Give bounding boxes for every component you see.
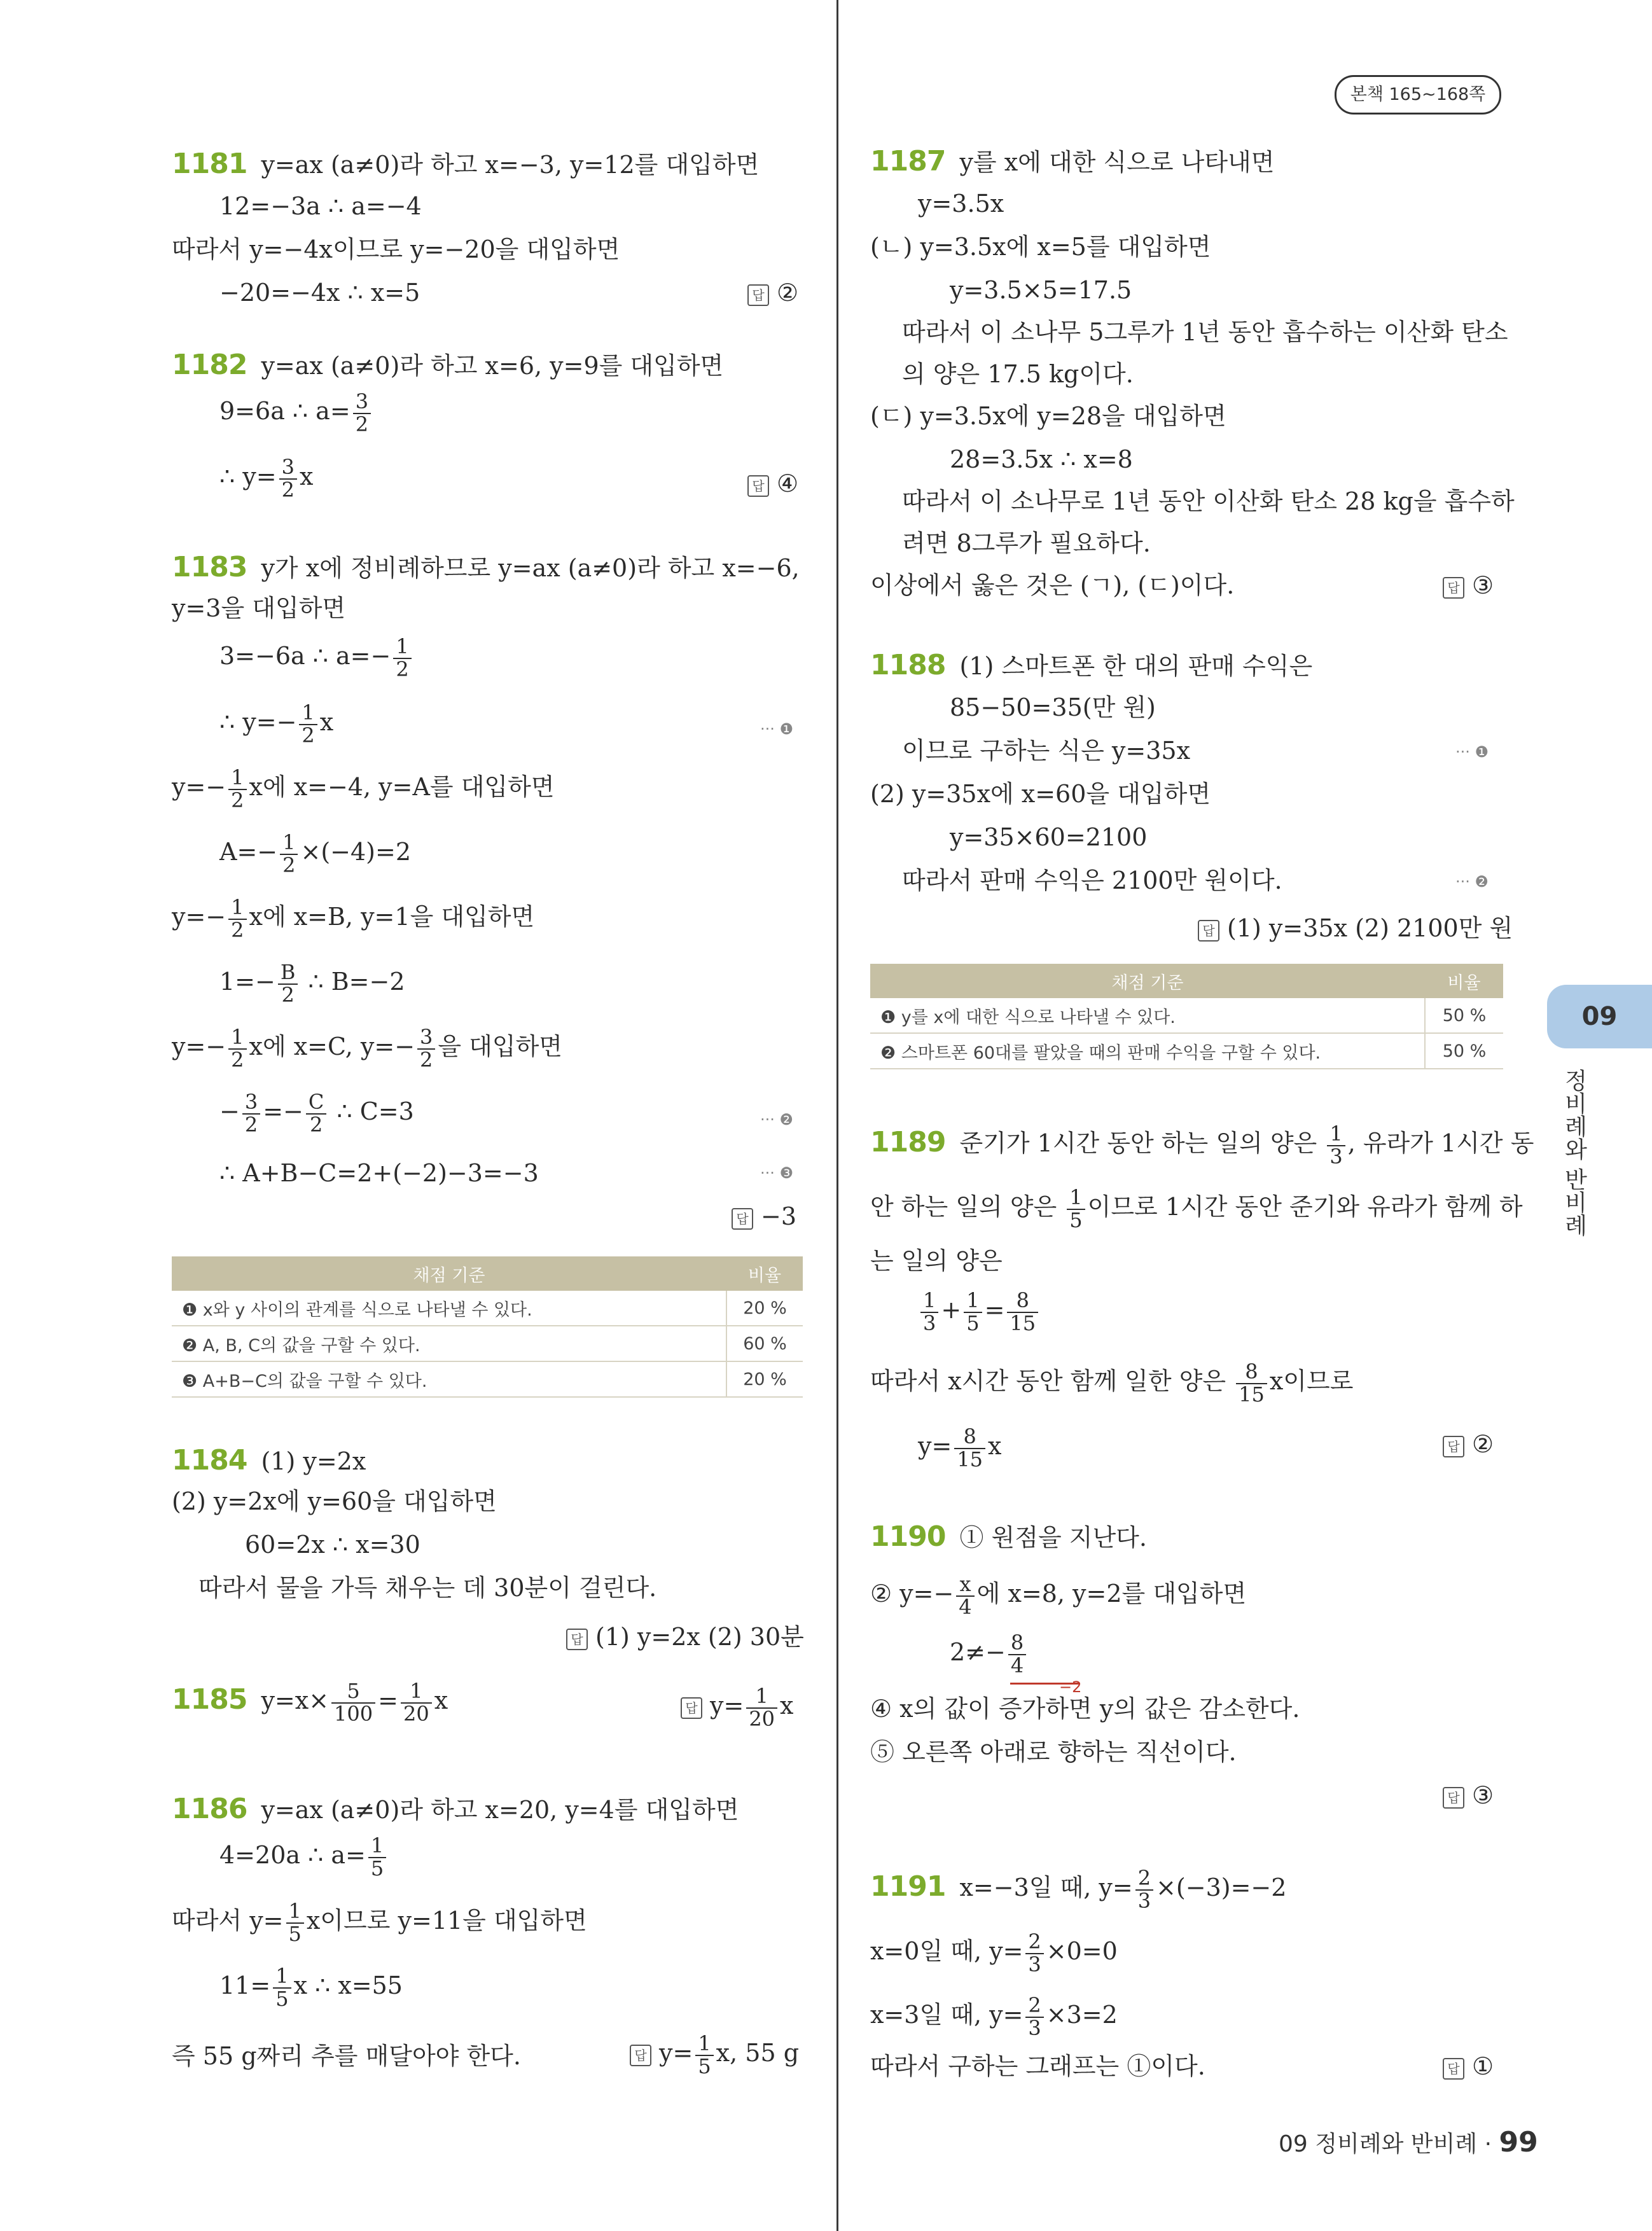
solution-line: −20=−4x ∴ x=5 bbox=[219, 279, 420, 307]
answer-1182 bbox=[747, 469, 798, 497]
fraction bbox=[273, 1966, 291, 2010]
numerator: 1 bbox=[695, 2033, 713, 2056]
text: 을 대입하면 bbox=[438, 1032, 563, 1061]
solution-line bbox=[172, 897, 534, 941]
fraction bbox=[746, 1686, 777, 1730]
denominator: 5 bbox=[698, 2054, 711, 2078]
answer-icon: 답 bbox=[1443, 1436, 1464, 1457]
text: ×0=0 bbox=[1046, 1937, 1118, 1966]
solution-line bbox=[172, 1027, 562, 1071]
numerator: 8 bbox=[1008, 1632, 1026, 1655]
table-row bbox=[172, 1361, 803, 1397]
denominator: 3 bbox=[1137, 1888, 1151, 1913]
page-range-badge: 본책 165~168쪽 bbox=[1335, 75, 1501, 115]
solution-line: y=ax (a≠0)라 하고 x=20, y=4를 대입하면 bbox=[261, 1796, 739, 1824]
denominator: 2 bbox=[420, 1047, 433, 1072]
fraction bbox=[1025, 1995, 1043, 2039]
denominator: 2 bbox=[355, 412, 369, 436]
solution-line: 이상에서 옳은 것은 (ㄱ), (ㄷ)이다. bbox=[870, 571, 1235, 599]
answer-1183 bbox=[732, 1202, 796, 1230]
denominator: 15 bbox=[1239, 1382, 1265, 1407]
fraction bbox=[228, 1027, 246, 1071]
answer-value: ④ bbox=[777, 469, 799, 497]
text: x bbox=[988, 1432, 1002, 1461]
solution-line bbox=[219, 636, 414, 680]
text: ② y=− bbox=[870, 1580, 954, 1608]
denominator: 15 bbox=[957, 1447, 983, 1471]
denominator: 3 bbox=[1028, 2015, 1041, 2040]
answer-icon: 답 bbox=[1443, 2058, 1464, 2080]
numerator: 1 bbox=[228, 897, 246, 920]
problem-number: 1186 bbox=[172, 1793, 247, 1825]
numerator: 1 bbox=[368, 1835, 386, 1858]
text: x bbox=[780, 1692, 794, 1720]
column-divider bbox=[836, 0, 838, 2231]
text: , 유라가 1시간 동 bbox=[1347, 1129, 1534, 1158]
fraction bbox=[228, 897, 246, 941]
fraction bbox=[401, 1681, 432, 1725]
numerator: 5 bbox=[331, 1681, 375, 1704]
solution-line bbox=[219, 702, 333, 746]
denominator: 100 bbox=[334, 1701, 373, 1726]
numerator: 2 bbox=[1025, 1931, 1043, 1954]
solution-line: 85−50=35(만 원) bbox=[950, 693, 1156, 721]
solution-line: 즉 55 g짜리 추를 매달아야 한다. bbox=[172, 2042, 521, 2070]
answer-icon: 답 bbox=[1443, 1787, 1464, 1809]
red-annotation: −2 bbox=[1059, 1678, 1082, 1696]
solution-line: y=3.5×5=17.5 bbox=[950, 276, 1132, 304]
numerator: 1 bbox=[286, 1901, 304, 1924]
text: 1=− bbox=[219, 968, 275, 996]
numerator: 8 bbox=[1236, 1361, 1267, 1384]
solution-line: 따라서 판매 수익은 2100만 원이다. bbox=[902, 866, 1282, 894]
denominator: 4 bbox=[1010, 1653, 1024, 1678]
solution-line bbox=[918, 1426, 1001, 1470]
fraction bbox=[286, 1901, 304, 1945]
text: y= bbox=[918, 1432, 952, 1461]
page-footer bbox=[1279, 2126, 1538, 2158]
text: 안 하는 일의 양은 bbox=[870, 1193, 1065, 1221]
denominator: 2 bbox=[309, 1112, 323, 1137]
problem-1185 bbox=[172, 1681, 448, 1725]
text: ∴ B=−2 bbox=[300, 968, 405, 996]
solution-line: y를 x에 대한 식으로 나타내면 bbox=[959, 148, 1275, 176]
solution-line bbox=[219, 1835, 389, 1879]
problem-1183 bbox=[172, 551, 800, 585]
fraction bbox=[279, 457, 297, 501]
fraction bbox=[368, 1835, 386, 1879]
solution-line bbox=[870, 1931, 1118, 1975]
text: + bbox=[941, 1296, 962, 1324]
text: ∴ y=− bbox=[219, 708, 297, 737]
answer-icon: 답 bbox=[732, 1208, 753, 1230]
answer-1187 bbox=[1443, 571, 1494, 599]
denominator: 2 bbox=[231, 1047, 244, 1072]
text: x ∴ x=55 bbox=[293, 1971, 403, 2000]
fraction bbox=[306, 1092, 326, 1136]
solution-line: 따라서 물을 가득 채우는 데 30분이 걸린다. bbox=[198, 1574, 657, 1602]
problem-number: 1183 bbox=[172, 551, 247, 583]
denominator: 3 bbox=[1329, 1144, 1343, 1169]
problem-number: 1189 bbox=[870, 1126, 946, 1159]
answer-icon: 답 bbox=[681, 1697, 702, 1719]
percent-cell: 20 % bbox=[726, 1291, 803, 1326]
fraction bbox=[393, 636, 411, 680]
text: 따라서 x시간 동안 함께 일한 양은 bbox=[870, 1367, 1234, 1396]
fraction bbox=[956, 1574, 974, 1618]
answer-1189 bbox=[1443, 1430, 1494, 1458]
answer-1184 bbox=[566, 1617, 804, 1652]
fraction bbox=[242, 1092, 260, 1136]
solution-line bbox=[172, 1901, 587, 1945]
numerator: 1 bbox=[393, 636, 411, 659]
numerator: 3 bbox=[417, 1027, 435, 1050]
problem-number: 1187 bbox=[870, 145, 946, 177]
step-marker: ··· ❸ bbox=[760, 1164, 794, 1182]
denominator: 20 bbox=[749, 1706, 775, 1731]
solution-line: ① 원점을 지난다. bbox=[959, 1524, 1147, 1552]
numerator: 1 bbox=[228, 1027, 246, 1050]
problem-1184 bbox=[172, 1444, 366, 1478]
denominator: 2 bbox=[281, 477, 295, 502]
text: 이므로 1시간 동안 준기와 유라가 함께 하 bbox=[1087, 1193, 1523, 1221]
criteria-cell: ❶ y를 x에 대한 식으로 나타낼 수 있다. bbox=[870, 998, 1425, 1033]
text: 9=6a ∴ a= bbox=[219, 397, 351, 426]
answer-value: ① bbox=[1472, 2052, 1494, 2080]
solution-line bbox=[870, 1574, 1246, 1618]
numerator: B bbox=[278, 962, 298, 985]
solution-line: 려면 8그루가 필요하다. bbox=[902, 529, 1151, 557]
problem-number: 1191 bbox=[870, 1870, 946, 1903]
answer-value: ② bbox=[777, 279, 799, 307]
answer-value: ③ bbox=[1472, 1781, 1494, 1809]
solution-line: (2) y=35x에 x=60을 대입하면 bbox=[870, 780, 1211, 808]
solution-line bbox=[918, 1290, 1041, 1334]
percent-cell: 60 % bbox=[726, 1326, 803, 1361]
text: x bbox=[434, 1686, 448, 1715]
problem-1182 bbox=[172, 349, 723, 382]
problem-number: 1185 bbox=[172, 1683, 247, 1716]
problem-number: 1182 bbox=[172, 349, 247, 381]
text: − bbox=[219, 1097, 240, 1126]
solution-line bbox=[219, 832, 411, 876]
step-marker: ··· ❷ bbox=[1455, 873, 1489, 891]
numerator: 3 bbox=[279, 457, 297, 480]
problem-1181 bbox=[172, 148, 759, 181]
answer-value: (1) y=35x (2) 2100만 원 bbox=[1227, 914, 1513, 942]
answer-icon: 답 bbox=[630, 2045, 651, 2066]
denominator: 5 bbox=[966, 1310, 980, 1335]
text: y=− bbox=[172, 1032, 226, 1061]
percent-cell: 20 % bbox=[726, 1361, 803, 1397]
scoring-table-1188 bbox=[870, 964, 1503, 1069]
text: ∴ y= bbox=[219, 462, 277, 491]
numerator: 1 bbox=[1327, 1123, 1345, 1146]
text: ×3=2 bbox=[1046, 2001, 1118, 2029]
fraction bbox=[964, 1290, 982, 1334]
answer-icon: 답 bbox=[566, 1629, 588, 1650]
numerator: 1 bbox=[964, 1290, 982, 1313]
solution-line bbox=[172, 767, 555, 811]
table-header: 비율 bbox=[726, 1256, 803, 1291]
criteria-cell: ❷ 스마트폰 60대를 팔았을 때의 판매 수익을 구할 수 있다. bbox=[870, 1033, 1425, 1069]
scoring-table-1183 bbox=[172, 1256, 803, 1398]
percent-cell: 50 % bbox=[1425, 998, 1503, 1033]
numerator: 1 bbox=[920, 1290, 938, 1313]
solution-line bbox=[219, 457, 313, 501]
answer-1188 bbox=[1198, 908, 1513, 943]
text: x bbox=[299, 462, 314, 491]
solution-line: (1) y=2x bbox=[261, 1447, 366, 1475]
text: 3=−6a ∴ a=− bbox=[219, 642, 391, 671]
problem-number: 1184 bbox=[172, 1444, 247, 1477]
problem-1190 bbox=[870, 1520, 1147, 1554]
fraction bbox=[920, 1290, 938, 1334]
denominator: 3 bbox=[1028, 1952, 1041, 1977]
criteria-cell: ❸ A+B−C의 값을 구할 수 있다. bbox=[172, 1361, 726, 1397]
answer-icon: 답 bbox=[1198, 920, 1219, 942]
numerator: 1 bbox=[401, 1681, 432, 1704]
denominator: 2 bbox=[231, 917, 244, 942]
answer-icon: 답 bbox=[747, 284, 769, 306]
solution-line: y=ax (a≠0)라 하고 x=−3, y=12를 대입하면 bbox=[261, 151, 760, 179]
numerator: 3 bbox=[242, 1092, 260, 1115]
problem-number: 1190 bbox=[870, 1520, 946, 1553]
text: y=− bbox=[172, 903, 226, 931]
answer-value: ② bbox=[1472, 1430, 1494, 1458]
numerator: 2 bbox=[1135, 1868, 1153, 1891]
solution-line: y가 x에 정비례하므로 y=ax (a≠0)라 하고 x=−6, bbox=[261, 554, 800, 582]
answer-1181 bbox=[747, 279, 798, 307]
text: A=− bbox=[219, 838, 278, 866]
table-row bbox=[172, 1291, 803, 1326]
solution-line bbox=[219, 1092, 414, 1136]
text: 따라서 y= bbox=[172, 1907, 284, 1935]
text: y=x× bbox=[261, 1686, 330, 1715]
solution-line: 이므로 구하는 식은 y=35x bbox=[902, 737, 1190, 765]
text: ×(−3)=−2 bbox=[1156, 1873, 1287, 1902]
text: x bbox=[319, 708, 334, 737]
solution-line: 28=3.5x ∴ x=8 bbox=[950, 445, 1133, 473]
text: ×(−4)=2 bbox=[300, 838, 412, 866]
fraction bbox=[353, 391, 371, 435]
denominator: 2 bbox=[302, 723, 315, 747]
text: y=− bbox=[172, 773, 226, 802]
solution-line bbox=[870, 1361, 1353, 1405]
text: x=−3일 때, y= bbox=[959, 1873, 1133, 1902]
numerator: 2 bbox=[1025, 1995, 1043, 2018]
denominator: 4 bbox=[959, 1594, 972, 1619]
denominator: 3 bbox=[923, 1310, 936, 1335]
answer-1185 bbox=[681, 1686, 793, 1730]
criteria-cell: ❷ A, B, C의 값을 구할 수 있다. bbox=[172, 1326, 726, 1361]
numerator: x bbox=[956, 1574, 974, 1597]
solution-line bbox=[950, 1632, 1029, 1676]
text: 4=20a ∴ a= bbox=[219, 1841, 366, 1870]
denominator: 2 bbox=[231, 788, 244, 812]
solution-line: 따라서 이 소나무로 1년 동안 이산화 탄소 28 kg을 흡수하 bbox=[902, 487, 1515, 515]
answer-icon: 답 bbox=[747, 475, 769, 497]
text: ∴ C=3 bbox=[329, 1097, 414, 1126]
criteria-cell: ❶ x와 y 사이의 관계를 식으로 나타낼 수 있다. bbox=[172, 1291, 726, 1326]
table-header: 채점 기준 bbox=[870, 964, 1425, 998]
text: = bbox=[378, 1686, 398, 1715]
text: x=3일 때, y= bbox=[870, 2001, 1024, 2029]
denominator: 5 bbox=[288, 1921, 302, 1946]
table-header: 비율 bbox=[1425, 964, 1503, 998]
numerator: 3 bbox=[353, 391, 371, 414]
answer-1186 bbox=[630, 2033, 799, 2077]
denominator: 5 bbox=[275, 1986, 289, 2011]
table-header: 채점 기준 bbox=[172, 1256, 726, 1291]
solution-line: 12=−3a ∴ a=−4 bbox=[219, 192, 422, 220]
answer-1191 bbox=[1443, 2052, 1494, 2080]
text: y= bbox=[659, 2039, 693, 2068]
text: x에 x=C, y=− bbox=[249, 1032, 415, 1061]
footer-chapter: 09 정비례와 반비례 · bbox=[1279, 2131, 1499, 2157]
solution-line bbox=[219, 1966, 403, 2010]
denominator: 20 bbox=[403, 1701, 429, 1726]
fraction bbox=[1067, 1187, 1085, 1231]
solution-line: (ㄴ) y=3.5x에 x=5를 대입하면 bbox=[870, 233, 1211, 261]
table-row bbox=[870, 998, 1503, 1033]
solution-line bbox=[219, 391, 373, 435]
chapter-tab[interactable]: 09 bbox=[1547, 985, 1652, 1048]
fraction bbox=[695, 2033, 713, 2077]
solution-line: 60=2x ∴ x=30 bbox=[245, 1531, 420, 1559]
problem-1189 bbox=[870, 1123, 1534, 1167]
fraction bbox=[954, 1426, 985, 1470]
solution-line: 따라서 이 소나무 5그루가 1년 동안 흡수하는 이산화 탄소 bbox=[902, 318, 1508, 346]
text: x에 x=−4, y=A를 대입하면 bbox=[249, 773, 555, 802]
problem-1186 bbox=[172, 1793, 739, 1826]
numerator: 1 bbox=[746, 1686, 777, 1709]
text: 에 x=8, y=2를 대입하면 bbox=[976, 1580, 1247, 1608]
step-marker: ··· ❶ bbox=[1455, 743, 1489, 761]
numerator: 1 bbox=[1067, 1187, 1085, 1210]
solution-line: ⑤ 오른쪽 아래로 향하는 직선이다. bbox=[870, 1738, 1237, 1766]
solution-line: 의 양은 17.5 kg이다. bbox=[902, 360, 1134, 388]
solution-line: (2) y=2x에 y=60을 대입하면 bbox=[172, 1487, 497, 1515]
denominator: 5 bbox=[370, 1856, 384, 1880]
numerator: 1 bbox=[280, 832, 298, 855]
solution-line: y=35×60=2100 bbox=[950, 823, 1148, 851]
numerator: 8 bbox=[1007, 1290, 1038, 1313]
solution-line: y=3을 대입하면 bbox=[172, 594, 346, 622]
fraction bbox=[1236, 1361, 1267, 1405]
text: =− bbox=[263, 1097, 303, 1126]
numerator: 1 bbox=[299, 702, 317, 725]
solution-line: 는 일의 양은 bbox=[870, 1247, 1003, 1275]
fraction bbox=[1327, 1123, 1345, 1167]
solution-line: 따라서 구하는 그래프는 ①이다. bbox=[870, 2052, 1205, 2080]
numerator: C bbox=[306, 1092, 326, 1115]
problem-number: 1188 bbox=[870, 649, 946, 681]
numerator: 8 bbox=[954, 1426, 985, 1449]
problem-1188 bbox=[870, 649, 1312, 683]
text: 2≠− bbox=[950, 1638, 1006, 1667]
denominator: 15 bbox=[1010, 1310, 1036, 1335]
denominator: 2 bbox=[282, 852, 296, 877]
text: x이므로 y=11을 대입하면 bbox=[306, 1907, 587, 1935]
text: x=0일 때, y= bbox=[870, 1937, 1024, 1966]
solution-line: y=ax (a≠0)라 하고 x=6, y=9를 대입하면 bbox=[261, 352, 724, 380]
fraction bbox=[278, 962, 298, 1006]
text: 11= bbox=[219, 1971, 271, 2000]
solution-line: 따라서 y=−4x이므로 y=−20을 대입하면 bbox=[172, 235, 620, 263]
denominator: 5 bbox=[1069, 1207, 1083, 1232]
problem-1187 bbox=[870, 145, 1274, 179]
text: x이므로 bbox=[1269, 1367, 1354, 1396]
answer-1190 bbox=[1443, 1781, 1494, 1809]
step-marker: ··· ❷ bbox=[760, 1111, 794, 1129]
table-row bbox=[870, 1033, 1503, 1069]
solution-line bbox=[870, 1995, 1118, 2039]
text: x, 55 g bbox=[716, 2039, 800, 2068]
numerator: 1 bbox=[228, 767, 246, 790]
solution-line: (1) 스마트폰 한 대의 판매 수익은 bbox=[959, 652, 1313, 680]
fraction bbox=[417, 1027, 435, 1071]
solution-line: ∴ A+B−C=2+(−2)−3=−3 bbox=[219, 1159, 539, 1187]
fraction bbox=[228, 767, 246, 811]
text: 준기가 1시간 동안 하는 일의 양은 bbox=[959, 1129, 1325, 1158]
text: y= bbox=[710, 1692, 744, 1720]
solution-line bbox=[219, 962, 405, 1006]
solution-line: (ㄷ) y=3.5x에 y=28을 대입하면 bbox=[870, 402, 1226, 430]
answer-icon: 답 bbox=[1443, 577, 1464, 599]
fraction bbox=[299, 702, 317, 746]
fraction bbox=[1025, 1931, 1043, 1975]
chapter-tab-title: 정비례와 반비례 bbox=[1561, 1069, 1587, 1237]
solution-line: y=3.5x bbox=[918, 190, 1004, 218]
text: = bbox=[984, 1296, 1005, 1324]
answer-value: ③ bbox=[1472, 571, 1494, 599]
text: x에 x=B, y=1을 대입하면 bbox=[249, 903, 535, 931]
fraction bbox=[1008, 1632, 1026, 1676]
denominator: 2 bbox=[281, 982, 295, 1007]
solution-line: ④ x의 값이 증가하면 y의 값은 감소한다. bbox=[870, 1695, 1300, 1723]
step-marker: ··· ❶ bbox=[760, 720, 794, 738]
denominator: 2 bbox=[244, 1112, 258, 1137]
percent-cell: 50 % bbox=[1425, 1033, 1503, 1069]
fraction bbox=[1007, 1290, 1038, 1334]
numerator: 1 bbox=[273, 1966, 291, 1989]
solution-line bbox=[870, 1187, 1523, 1231]
denominator: 2 bbox=[396, 657, 409, 681]
fraction bbox=[1135, 1868, 1153, 1912]
table-row bbox=[172, 1326, 803, 1361]
page-number: 99 bbox=[1499, 2126, 1538, 2158]
problem-1191 bbox=[870, 1868, 1286, 1912]
answer-value: (1) y=2x (2) 30분 bbox=[595, 1623, 804, 1651]
fraction bbox=[280, 832, 298, 876]
answer-value: −3 bbox=[761, 1202, 797, 1230]
fraction bbox=[331, 1681, 375, 1725]
problem-number: 1181 bbox=[172, 148, 247, 180]
